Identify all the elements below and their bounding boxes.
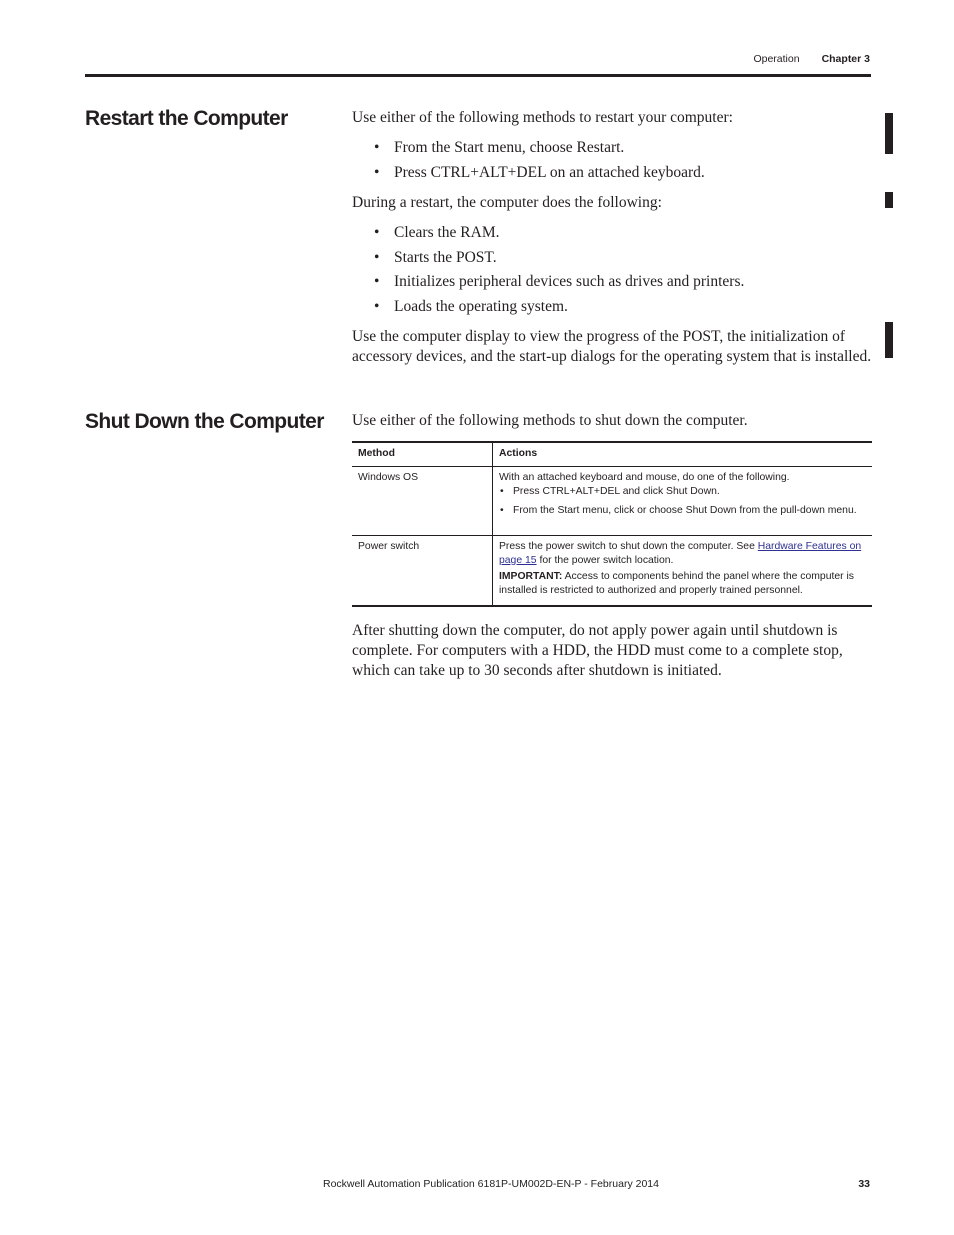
shutdown-body xyxy=(352,411,872,691)
list-item: • Loads the operating system. xyxy=(352,297,872,317)
change-bar xyxy=(885,113,893,154)
action-text-after: for the power switch location. xyxy=(536,554,674,566)
table-header-row xyxy=(352,442,872,467)
restart-display-note: Use the computer display to view the progress of the POST, the initialization of accessory devices, and the start-up dialogs for the operating system that is installed. xyxy=(352,328,872,366)
change-bar xyxy=(885,322,893,358)
header-section: Operation xyxy=(753,53,800,65)
list-item: • From the Start menu, click or choose Shut Down from the pull-down menu. xyxy=(499,504,866,518)
shutdown-after-note: After shutting down the computer, do not apply power again until shutdown is complete. For computers with a HDD, the HDD must come to a complete stop, which can take up to 30 seconds after shutdown is initiated. xyxy=(352,621,843,679)
important-note xyxy=(499,570,866,598)
table-row xyxy=(352,467,872,536)
list-item: • Press CTRL+ALT+DEL and click Shut Down. xyxy=(499,485,866,499)
action-text xyxy=(499,540,866,568)
actions-cell xyxy=(493,467,873,536)
table-row xyxy=(352,535,872,606)
shutdown-methods-table xyxy=(352,441,872,607)
page-number: 33 xyxy=(858,1178,870,1190)
method-cell: Windows OS xyxy=(352,467,493,536)
list-item: • Press CTRL+ALT+DEL on an attached keyboard. xyxy=(352,163,872,183)
restart-during: During a restart, the computer does the following: xyxy=(352,193,662,211)
list-item: • Starts the POST. xyxy=(352,248,872,268)
list-item: • Initializes peripheral devices such as drives and printers. xyxy=(352,272,872,292)
action-list xyxy=(499,485,866,518)
change-bar xyxy=(885,192,893,208)
method-cell: Power switch xyxy=(352,535,493,606)
hardware-features-link[interactable]: Hardware Features on page 15 xyxy=(499,540,862,566)
list-item: • Clears the RAM. xyxy=(352,223,872,243)
action-intro: With an attached keyboard and mouse, do one of the following. xyxy=(499,472,790,483)
restart-methods-list xyxy=(352,138,872,183)
restart-steps-list xyxy=(352,223,872,317)
important-label: IMPORTANT: xyxy=(499,570,563,582)
header-rule xyxy=(85,74,871,77)
list-item: • From the Start menu, choose Restart. xyxy=(352,138,872,158)
running-header xyxy=(753,53,870,65)
footer-publication: Rockwell Automation Publication 6181P-UM002D-EN-P - February 2014 xyxy=(323,1178,659,1190)
actions-cell xyxy=(493,535,873,606)
restart-intro: Use either of the following methods to restart your computer: xyxy=(352,109,733,126)
shutdown-intro: Use either of the following methods to shut down the computer. xyxy=(352,412,748,429)
restart-heading: Restart the Computer xyxy=(85,107,288,130)
column-header-method: Method xyxy=(352,442,493,467)
header-chapter: Chapter 3 xyxy=(821,53,870,65)
action-text-before: Press the power switch to shut down the computer. See xyxy=(499,540,758,552)
column-header-actions: Actions xyxy=(493,442,873,467)
restart-body xyxy=(352,108,872,377)
important-text: Access to components behind the panel where the computer is installed is restricted to authorized and properly trained personnel. xyxy=(499,570,854,596)
shutdown-heading: Shut Down the Computer xyxy=(85,410,324,433)
